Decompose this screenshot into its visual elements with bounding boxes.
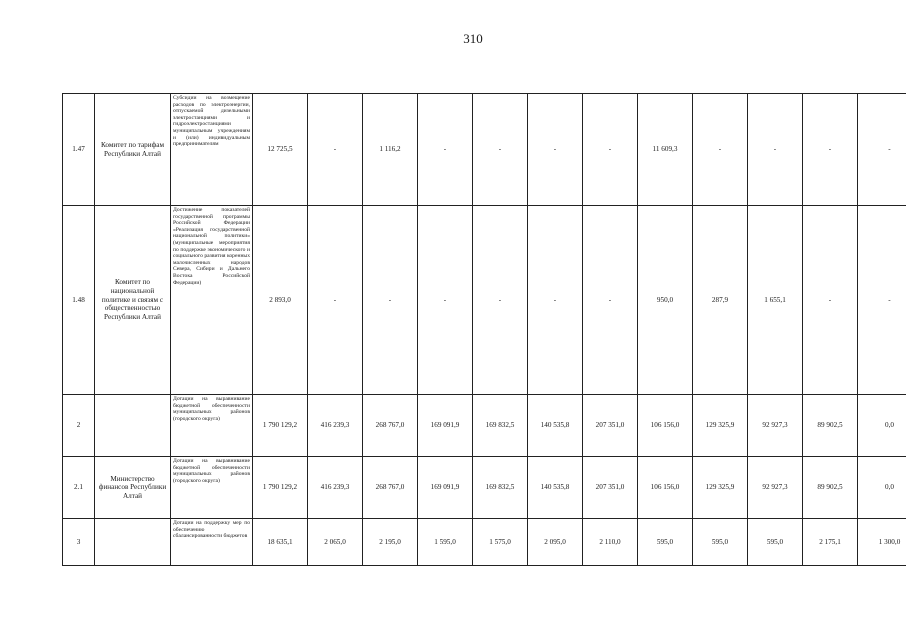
value-cell: - [858,206,906,395]
value-cell: - [418,94,473,206]
value-cell: - [693,94,748,206]
row-organization: Комитет по национальной политике и связям с общественностью Республики Алтай [95,206,171,395]
value-cell: 169 832,5 [473,395,528,457]
value-cell: - [583,94,638,206]
value-cell: - [803,94,858,206]
table-row [63,395,906,457]
value-cell: - [473,94,528,206]
value-cell: 950,0 [638,206,693,395]
value-cell: - [363,206,418,395]
row-organization [95,519,171,566]
row-organization: Министерство финансов Республики Алтай [95,457,171,519]
value-cell: - [858,94,906,206]
value-cell: 268 767,0 [363,457,418,519]
row-organization: Комитет по тарифам Республики Алтай [95,94,171,206]
value-cell: 2 893,0 [253,206,308,395]
value-cell: 11 609,3 [638,94,693,206]
table-row [63,519,906,566]
value-cell: 169 832,5 [473,457,528,519]
value-cell: 89 902,5 [803,457,858,519]
value-cell: 1 575,0 [473,519,528,566]
value-cell: 268 767,0 [363,395,418,457]
value-cell: 140 535,8 [528,457,583,519]
value-cell: - [583,206,638,395]
row-code: 3 [63,519,95,566]
value-cell: 106 156,0 [638,457,693,519]
value-cell: 0,0 [858,457,906,519]
value-cell: 129 325,9 [693,395,748,457]
value-cell: 12 725,5 [253,94,308,206]
value-cell: 1 300,0 [858,519,906,566]
row-code: 1.47 [63,94,95,206]
page-number: 310 [463,31,483,46]
row-code: 2.1 [63,457,95,519]
row-description: Субсидии на возмещение расходов по электроэнергии, отпускаемой дизельными электростанциями и гидроэлектростанциями муниципальным учреждениям и (или) индивидуальным предпринимателям [171,94,253,206]
table-row [63,206,906,395]
budget-table [62,93,906,566]
value-cell: 169 091,9 [418,457,473,519]
value-cell: 129 325,9 [693,457,748,519]
value-cell: 207 351,0 [583,457,638,519]
value-cell: 1 790 129,2 [253,395,308,457]
value-cell: 287,9 [693,206,748,395]
value-cell: 92 927,3 [748,395,803,457]
value-cell: 2 195,0 [363,519,418,566]
value-cell: - [748,94,803,206]
value-cell: - [803,206,858,395]
row-code: 2 [63,395,95,457]
value-cell: - [308,206,363,395]
value-cell: 595,0 [638,519,693,566]
value-cell: 92 927,3 [748,457,803,519]
value-cell: 2 095,0 [528,519,583,566]
row-description: Дотации на выравнивание бюджетной обеспеченности муниципальных районов (городского округа) [171,395,253,457]
value-cell: - [528,206,583,395]
value-cell: 1 790 129,2 [253,457,308,519]
value-cell: 595,0 [693,519,748,566]
value-cell: 0,0 [858,395,906,457]
value-cell: 1 595,0 [418,519,473,566]
value-cell: 18 635,1 [253,519,308,566]
value-cell: - [418,206,473,395]
row-organization [95,395,171,457]
row-code: 1.48 [63,206,95,395]
table-row [63,457,906,519]
value-cell: - [308,94,363,206]
row-description: Достижение показателей государственной программы Российской Федерации «Реализация государственной национальной политики» (муниципальные мероприятия по поддержке экономического и социального развития коренных малочисленных народов Севера, Сибири и Дальнего Востока Российской Федерации) [171,206,253,395]
value-cell: 169 091,9 [418,395,473,457]
table-row [63,94,906,206]
value-cell: 2 065,0 [308,519,363,566]
value-cell: 1 655,1 [748,206,803,395]
value-cell: 1 116,2 [363,94,418,206]
row-description: Дотации на поддержку мер по обеспечению сбалансированности бюджетов [171,519,253,566]
value-cell: 89 902,5 [803,395,858,457]
value-cell: - [473,206,528,395]
value-cell: 2 110,0 [583,519,638,566]
value-cell: 595,0 [748,519,803,566]
value-cell: 106 156,0 [638,395,693,457]
row-description: Дотации на выравнивание бюджетной обеспеченности муниципальных районов (городского округа) [171,457,253,519]
value-cell: 140 535,8 [528,395,583,457]
value-cell: 416 239,3 [308,457,363,519]
value-cell: 2 175,1 [803,519,858,566]
value-cell: 416 239,3 [308,395,363,457]
value-cell: 207 351,0 [583,395,638,457]
value-cell: - [528,94,583,206]
